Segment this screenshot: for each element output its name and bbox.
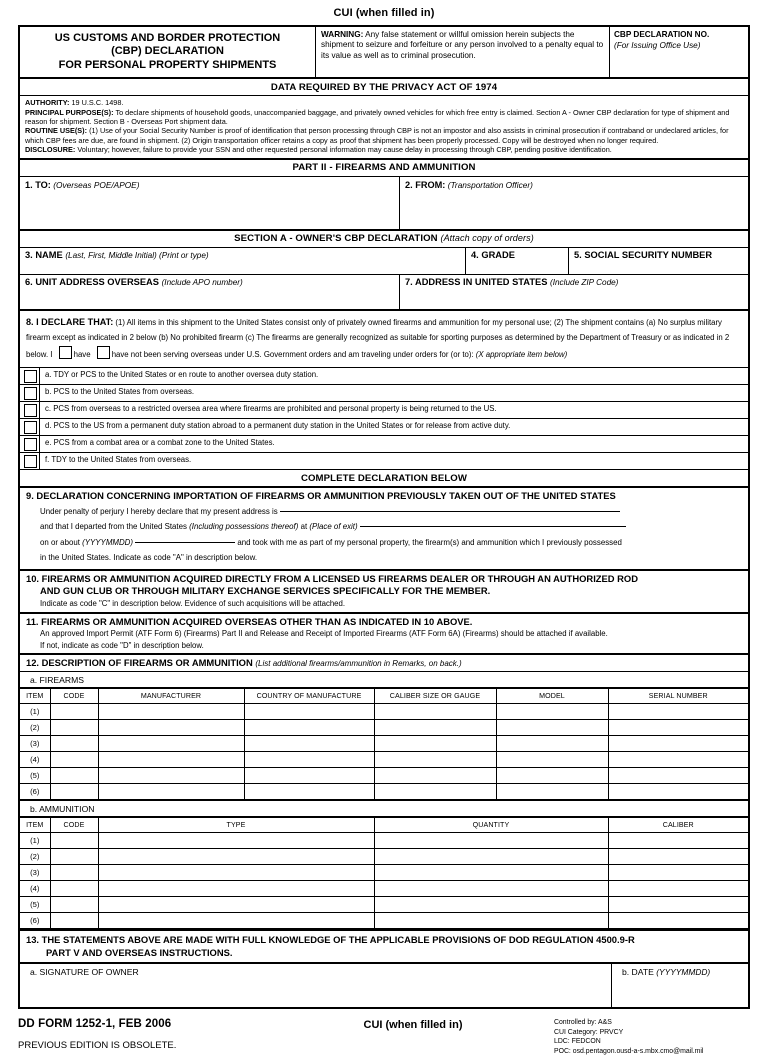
ammunition-row-1-quantity[interactable] [374, 833, 608, 849]
ssn-label: 5. SOCIAL SECURITY NUMBER [574, 249, 713, 260]
cbp-declaration-no-hint: (For Issuing Office Use) [614, 40, 701, 50]
item8-text-hint: (X appropriate item below) [475, 350, 568, 360]
item10-sub: Indicate as code "C" in description below. Evidence of such acquisitions will be attached. [20, 598, 748, 613]
firearms-col-caliber: CALIBER SIZE OR GAUGE [374, 689, 496, 704]
item9-place-of-exit-input[interactable] [360, 526, 626, 527]
checkbox-option-a[interactable] [24, 370, 37, 383]
item9-line3-wrap [40, 535, 742, 550]
item9-date-input[interactable] [135, 542, 235, 543]
date-label: b. DATE [622, 966, 654, 977]
ammunition-row-3-type[interactable] [98, 865, 374, 881]
item11-sub [20, 628, 748, 655]
firearms-row-6-country[interactable] [244, 784, 374, 800]
section-a-band [20, 231, 748, 248]
firearms-row-2-model[interactable] [496, 720, 608, 736]
option-c-label: c. PCS from overseas to a restricted oversea area where firearms are prohibited and personal property is being returned to the US. [45, 404, 497, 414]
firearms-row-2-item: (2) [20, 720, 50, 736]
item9-line1: Under penalty of perjury I hereby declare that my present address is [40, 506, 278, 516]
privacy-purpose-text: To declare shipments of household goods, unaccompanied baggage, and privately owned vehicles for which free entry is claimed. Section A - Owner CBP declaration for type of shipment and reason for shipment. Section B - Overseas Port shipment data. [25, 107, 730, 127]
item9-line3a: on or about [40, 537, 80, 547]
firearms-row-3-caliber[interactable] [374, 736, 496, 752]
checkbox-option-b[interactable] [24, 387, 37, 400]
ammunition-row-5-code[interactable] [50, 897, 98, 913]
firearms-subheading: a. FIREARMS [20, 672, 748, 688]
firearms-row-2-serial[interactable] [608, 720, 748, 736]
table-row [20, 720, 748, 736]
checkbox-option-f[interactable] [24, 455, 37, 468]
privacy-authority-text: 19 U.S.C. 1498. [71, 98, 124, 108]
table-row [20, 833, 748, 849]
item9-line2b: (Including possessions thereof) [189, 522, 299, 532]
table-row [20, 913, 748, 929]
ammunition-col-caliber: CALIBER [608, 818, 748, 833]
option-a-label: a. TDY or PCS to the United States or en route to another oversea duty station. [45, 370, 319, 380]
privacy-disclosure [25, 145, 743, 154]
item12-heading-hint: (List additional firearms/ammunition in Remarks, on back.) [255, 658, 462, 668]
item8-declaration [20, 311, 748, 368]
field-signature-of-owner[interactable] [20, 964, 612, 1007]
ammunition-header-row [20, 818, 748, 833]
item10-heading-line2: AND GUN CLUB OR THROUGH MILITARY EXCHANGE SERVICES SPECIFICALLY FOR THE MEMBER. [40, 585, 491, 597]
firearms-col-item: ITEM [20, 689, 50, 704]
checkbox-option-d[interactable] [24, 421, 37, 434]
ammunition-row-2-item: (2) [20, 849, 50, 865]
warning-block [316, 27, 610, 77]
grade-label: 4. GRADE [471, 249, 515, 260]
ammunition-row-6-type[interactable] [98, 913, 374, 929]
firearms-row-2-code[interactable] [50, 720, 98, 736]
cui-banner-bottom: CUI (when filled in) [363, 1018, 463, 1031]
section-a-band-main: SECTION A - OWNER'S CBP DECLARATION [234, 233, 438, 245]
us-address-label: 7. ADDRESS IN UNITED STATES [405, 276, 548, 287]
checkbox-option-c[interactable] [24, 404, 37, 417]
firearms-row-1-serial[interactable] [608, 704, 748, 720]
item8-option-d[interactable] [20, 419, 748, 436]
ammunition-col-code: CODE [50, 818, 98, 833]
item8-option-f[interactable] [20, 453, 748, 470]
firearms-row-6-manufacturer[interactable] [98, 784, 244, 800]
item8-option-b[interactable] [20, 385, 748, 402]
item9-line1-wrap [40, 504, 742, 519]
table-row [20, 768, 748, 784]
to-label: 1. TO: [25, 179, 51, 190]
form-title [20, 27, 316, 77]
table-row [20, 736, 748, 752]
firearms-row-2-country[interactable] [244, 720, 374, 736]
privacy-act-band: DATA REQUIRED BY THE PRIVACY ACT OF 1974 [20, 79, 748, 96]
firearms-row-2-caliber[interactable] [374, 720, 496, 736]
firearms-row-6-code[interactable] [50, 784, 98, 800]
addresses-row [20, 275, 748, 311]
ammunition-row-5-item: (5) [20, 897, 50, 913]
firearms-row-3-item: (3) [20, 736, 50, 752]
firearms-row-1-model[interactable] [496, 704, 608, 720]
privacy-act-text [20, 96, 748, 159]
from-hint: (Transportation Officer) [447, 179, 533, 190]
ammunition-row-4-quantity[interactable] [374, 881, 608, 897]
firearms-row-5-manufacturer[interactable] [98, 768, 244, 784]
item8-option-a[interactable] [20, 368, 748, 385]
item9-body [20, 503, 748, 571]
cbp-declaration-no-label: CBP DECLARATION NO. [614, 30, 710, 39]
firearms-row-3-code[interactable] [50, 736, 98, 752]
table-row [20, 752, 748, 768]
item9-line2c: at [300, 522, 308, 532]
checkbox-have[interactable] [59, 346, 72, 359]
firearms-row-5-item: (5) [20, 768, 50, 784]
firearms-row-5-model[interactable] [496, 768, 608, 784]
privacy-routine-label: ROUTINE USE(S): [25, 126, 88, 136]
item8-have-not-label: have not been serving overseas under U.S. Government orders [111, 350, 332, 360]
cui-control-block [550, 1018, 750, 1057]
firearms-row-6-model[interactable] [496, 784, 608, 800]
firearms-row-1-item: (1) [20, 704, 50, 720]
item13-heading-line1: 13. THE STATEMENTS ABOVE ARE MADE WITH FULL KNOWLEDGE OF THE APPLICABLE PROVISIONS OF DOD REGULATION 4500.9-R [20, 929, 748, 947]
field-to[interactable] [20, 177, 400, 229]
ammunition-subheading: b. AMMUNITION [20, 800, 748, 817]
table-row [20, 849, 748, 865]
checkbox-have-not[interactable] [97, 346, 110, 359]
previous-edition-note: PREVIOUS EDITION IS OBSOLETE. [18, 1039, 177, 1051]
dd-form-1252-1 [18, 25, 750, 1009]
privacy-routine-text: (1) Use of your Social Security Number is proof of identification that person processing through CBP is not an impostor and also assists in criminal prosecution if contraband or undeclared articles, for which CBP fees are due, are found in shipment. (2) Origin transportation officer retains a copy as proof that shipment has been properly processed. Copy will be destroyed when no longer required. [25, 126, 729, 145]
ammunition-row-3-caliber[interactable] [608, 865, 748, 881]
ammunition-row-2-type[interactable] [98, 849, 374, 865]
unit-address-hint: (Include APO number) [161, 277, 243, 287]
firearms-row-2-manufacturer[interactable] [98, 720, 244, 736]
item8-text-part2: and am traveling under orders for (or to): [333, 350, 474, 360]
item8-have-label: have [73, 350, 91, 360]
firearms-row-1-country[interactable] [244, 704, 374, 720]
warning-label: WARNING: [321, 30, 364, 39]
ammunition-row-1-code[interactable] [50, 833, 98, 849]
table-row [20, 865, 748, 881]
field-name[interactable] [20, 248, 466, 274]
item9-line2a: and that I departed from the United States [40, 522, 187, 532]
field-grade[interactable] [466, 248, 569, 274]
ammunition-row-4-item: (4) [20, 881, 50, 897]
ammunition-row-1-caliber[interactable] [608, 833, 748, 849]
firearms-col-model: MODEL [496, 689, 608, 704]
item9-line2d: (Place of exit) [309, 522, 358, 532]
cbp-declaration-no-block[interactable] [610, 27, 748, 77]
cui-category: CUI Category: PRVCY [554, 1028, 624, 1036]
field-date[interactable] [612, 964, 748, 1007]
ammunition-table [20, 817, 748, 929]
firearms-header-row [20, 689, 748, 704]
ammunition-col-type: TYPE [98, 818, 374, 833]
cui-banner-top: CUI (when filled in) [333, 7, 435, 19]
header-row [20, 27, 748, 79]
form-title-line3: FOR PERSONAL PROPERTY SHIPMENTS [58, 58, 277, 71]
option-b-label: b. PCS to the United States from overseas. [45, 387, 195, 397]
name-hint: (Last, First, Middle Initial) (Print or type) [65, 250, 209, 260]
ammunition-row-4-caliber[interactable] [608, 881, 748, 897]
firearms-row-4-manufacturer[interactable] [98, 752, 244, 768]
ammunition-row-3-item: (3) [20, 865, 50, 881]
from-label: 2. FROM: [405, 179, 446, 190]
table-row [20, 881, 748, 897]
firearms-row-5-country[interactable] [244, 768, 374, 784]
item8-text-part1: (1) All items in this shipment to the United States consist only of privately owned firearms and ammunition for my personal use; (2) The shipment contains (a) No surplus military firearm except as indicated in 2 below (b) No prohibited firearm (c) The firearms are generally recognized as suitable for sporting purposes as determined by the Department of Treasury or as indicated in 2 below. I [26, 317, 730, 360]
privacy-authority-label: AUTHORITY: [25, 98, 70, 108]
firearms-row-4-code[interactable] [50, 752, 98, 768]
form-title-line1: US CUSTOMS AND BORDER PROTECTION [54, 32, 281, 44]
firearms-table [20, 688, 748, 800]
firearms-row-1-manufacturer[interactable] [98, 704, 244, 720]
signature-label: a. SIGNATURE OF OWNER [30, 966, 139, 977]
field-unit-address-overseas[interactable] [20, 275, 400, 309]
firearms-row-3-manufacturer[interactable] [98, 736, 244, 752]
option-f-label: f. TDY to the United States from overseas. [45, 455, 192, 465]
ammunition-row-4-code[interactable] [50, 881, 98, 897]
firearms-row-6-caliber[interactable] [374, 784, 496, 800]
firearms-row-4-model[interactable] [496, 752, 608, 768]
ammunition-col-item: ITEM [20, 818, 50, 833]
table-row [20, 784, 748, 800]
to-from-row [20, 177, 748, 231]
option-a-checkbox-cell[interactable] [20, 368, 40, 384]
ammunition-row-2-code[interactable] [50, 849, 98, 865]
item10-heading-line1: 10. FIREARMS OR AMMUNITION ACQUIRED DIRECTLY FROM A LICENSED US FIREARMS DEALER OR THROUGH AN AUTHORIZED ROD [26, 572, 638, 584]
option-b-checkbox-cell[interactable] [20, 385, 40, 401]
ammunition-row-1-type[interactable] [98, 833, 374, 849]
controlled-by: Controlled by: A&S [554, 1018, 612, 1026]
ammunition-row-6-code[interactable] [50, 913, 98, 929]
form-id: DD FORM 1252-1, FEB 2006 [18, 1017, 172, 1030]
firearms-row-5-code[interactable] [50, 768, 98, 784]
ldc: LDC: FEDCON [554, 1038, 601, 1046]
item9-present-address-input[interactable] [280, 511, 620, 512]
ammunition-row-5-type[interactable] [98, 897, 374, 913]
firearms-row-4-item: (4) [20, 752, 50, 768]
option-e-checkbox-cell[interactable] [20, 436, 40, 452]
ammunition-row-6-item: (6) [20, 913, 50, 929]
us-address-hint: (Include ZIP Code) [550, 277, 619, 287]
part2-band: PART II - FIREARMS AND AMMUNITION [20, 160, 748, 177]
firearms-col-country: COUNTRY OF MANUFACTURE [244, 689, 374, 704]
name-grade-ssn-row [20, 248, 748, 275]
field-ssn[interactable] [569, 248, 748, 274]
item9-line2-wrap [40, 519, 742, 534]
ammunition-row-2-quantity[interactable] [374, 849, 608, 865]
firearms-row-5-serial[interactable] [608, 768, 748, 784]
privacy-disclosure-label: DISCLOSURE: [25, 145, 76, 155]
firearms-col-serial: SERIAL NUMBER [608, 689, 748, 704]
firearms-row-5-caliber[interactable] [374, 768, 496, 784]
option-f-checkbox-cell[interactable] [20, 453, 40, 469]
item8-option-e[interactable] [20, 436, 748, 453]
field-from[interactable] [400, 177, 748, 229]
ammunition-row-4-type[interactable] [98, 881, 374, 897]
privacy-authority [25, 98, 743, 107]
table-row [20, 897, 748, 913]
privacy-purpose-label: PRINCIPAL PURPOSE(S): [25, 107, 114, 117]
ammunition-row-5-caliber[interactable] [608, 897, 748, 913]
item11-sub-line1: An approved Import Permit (ATF Form 6) (Firearms) Part II and Release and Receipt of Imported Firearms (ATF Form 6A) (Firearms) should be attached if available. [40, 629, 608, 639]
item11-sub-line2: If not, indicate as code "D" in description below. [40, 640, 204, 650]
firearms-row-6-serial[interactable] [608, 784, 748, 800]
unit-address-label: 6. UNIT ADDRESS OVERSEAS [25, 276, 159, 287]
warning-text: Any false statement or willful omission herein subjects the shipment to seizure and forfeiture or any person involved to a penalty equal to its value as well as to criminal prosecution. [321, 30, 604, 60]
firearms-col-manufacturer: MANUFACTURER [98, 689, 244, 704]
item11-heading: 11. FIREARMS OR AMMUNITION ACQUIRED OVERSEAS OTHER THAN AS INDICATED IN 10 ABOVE. [26, 615, 473, 627]
firearms-row-1-caliber[interactable] [374, 704, 496, 720]
table-row [20, 704, 748, 720]
item9-line3b: (YYYYMMDD) [82, 537, 133, 547]
option-d-label: d. PCS to the US from a permanent duty station abroad to a permanent duty station in the United States or for release from active duty. [45, 421, 511, 431]
item9-heading: 9. DECLARATION CONCERNING IMPORTATION OF FIREARMS OR AMMUNITION PREVIOUSLY TAKEN OUT OF THE UNITED STATES [26, 490, 616, 502]
item13-heading-line2: PART V AND OVERSEAS INSTRUCTIONS. [20, 947, 748, 964]
privacy-routine [25, 126, 743, 145]
field-us-address[interactable] [400, 275, 748, 309]
ammunition-row-6-caliber[interactable] [608, 913, 748, 929]
name-label: 3. NAME [25, 249, 63, 260]
firearms-row-4-country[interactable] [244, 752, 374, 768]
item9-line4: in the United States. Indicate as code "A" in description below. [40, 553, 258, 563]
firearms-row-3-country[interactable] [244, 736, 374, 752]
privacy-purpose [25, 108, 743, 127]
option-c-checkbox-cell[interactable] [20, 402, 40, 418]
ammunition-row-2-caliber[interactable] [608, 849, 748, 865]
to-hint: (Overseas POE/APOE) [53, 179, 140, 190]
option-e-label: e. PCS from a combat area or a combat zone to the United States. [45, 438, 275, 448]
item8-label: 8. I DECLARE THAT: [26, 316, 114, 327]
firearms-row-1-code[interactable] [50, 704, 98, 720]
ammunition-row-3-code[interactable] [50, 865, 98, 881]
firearms-row-4-caliber[interactable] [374, 752, 496, 768]
firearms-row-4-serial[interactable] [608, 752, 748, 768]
ammunition-col-quantity: QUANTITY [374, 818, 608, 833]
complete-declaration-band: COMPLETE DECLARATION BELOW [20, 470, 748, 488]
ammunition-row-5-quantity[interactable] [374, 897, 608, 913]
signature-row [20, 964, 748, 1007]
section-a-band-hint: (Attach copy of orders) [440, 233, 534, 244]
item8-option-c[interactable] [20, 402, 748, 419]
option-d-checkbox-cell[interactable] [20, 419, 40, 435]
item12-heading: 12. DESCRIPTION OF FIREARMS OR AMMUNITION [26, 656, 253, 668]
item9-line3c: and took with me as part of my personal property, the firearm(s) and ammunition which I previously possessed [237, 537, 622, 547]
checkbox-option-e[interactable] [24, 438, 37, 451]
ammunition-row-1-item: (1) [20, 833, 50, 849]
ammunition-row-3-quantity[interactable] [374, 865, 608, 881]
form-title-line2: (CBP) DECLARATION [111, 45, 224, 58]
firearms-col-code: CODE [50, 689, 98, 704]
date-hint: (YYYYMMDD) [656, 966, 711, 977]
privacy-disclosure-text: Voluntary; however, failure to provide your SSN and other requested personal information may cause delay in processing through CBP, pending positive identification. [77, 145, 612, 155]
item12-heading-wrap [20, 655, 748, 672]
firearms-row-3-model[interactable] [496, 736, 608, 752]
poc: POC: osd.pentagon.ousd-a-s.mbx.cmo@mail.mil [554, 1048, 704, 1056]
footer-left [18, 1018, 276, 1051]
ammunition-row-6-quantity[interactable] [374, 913, 608, 929]
firearms-row-6-item: (6) [20, 784, 50, 800]
firearms-row-3-serial[interactable] [608, 736, 748, 752]
